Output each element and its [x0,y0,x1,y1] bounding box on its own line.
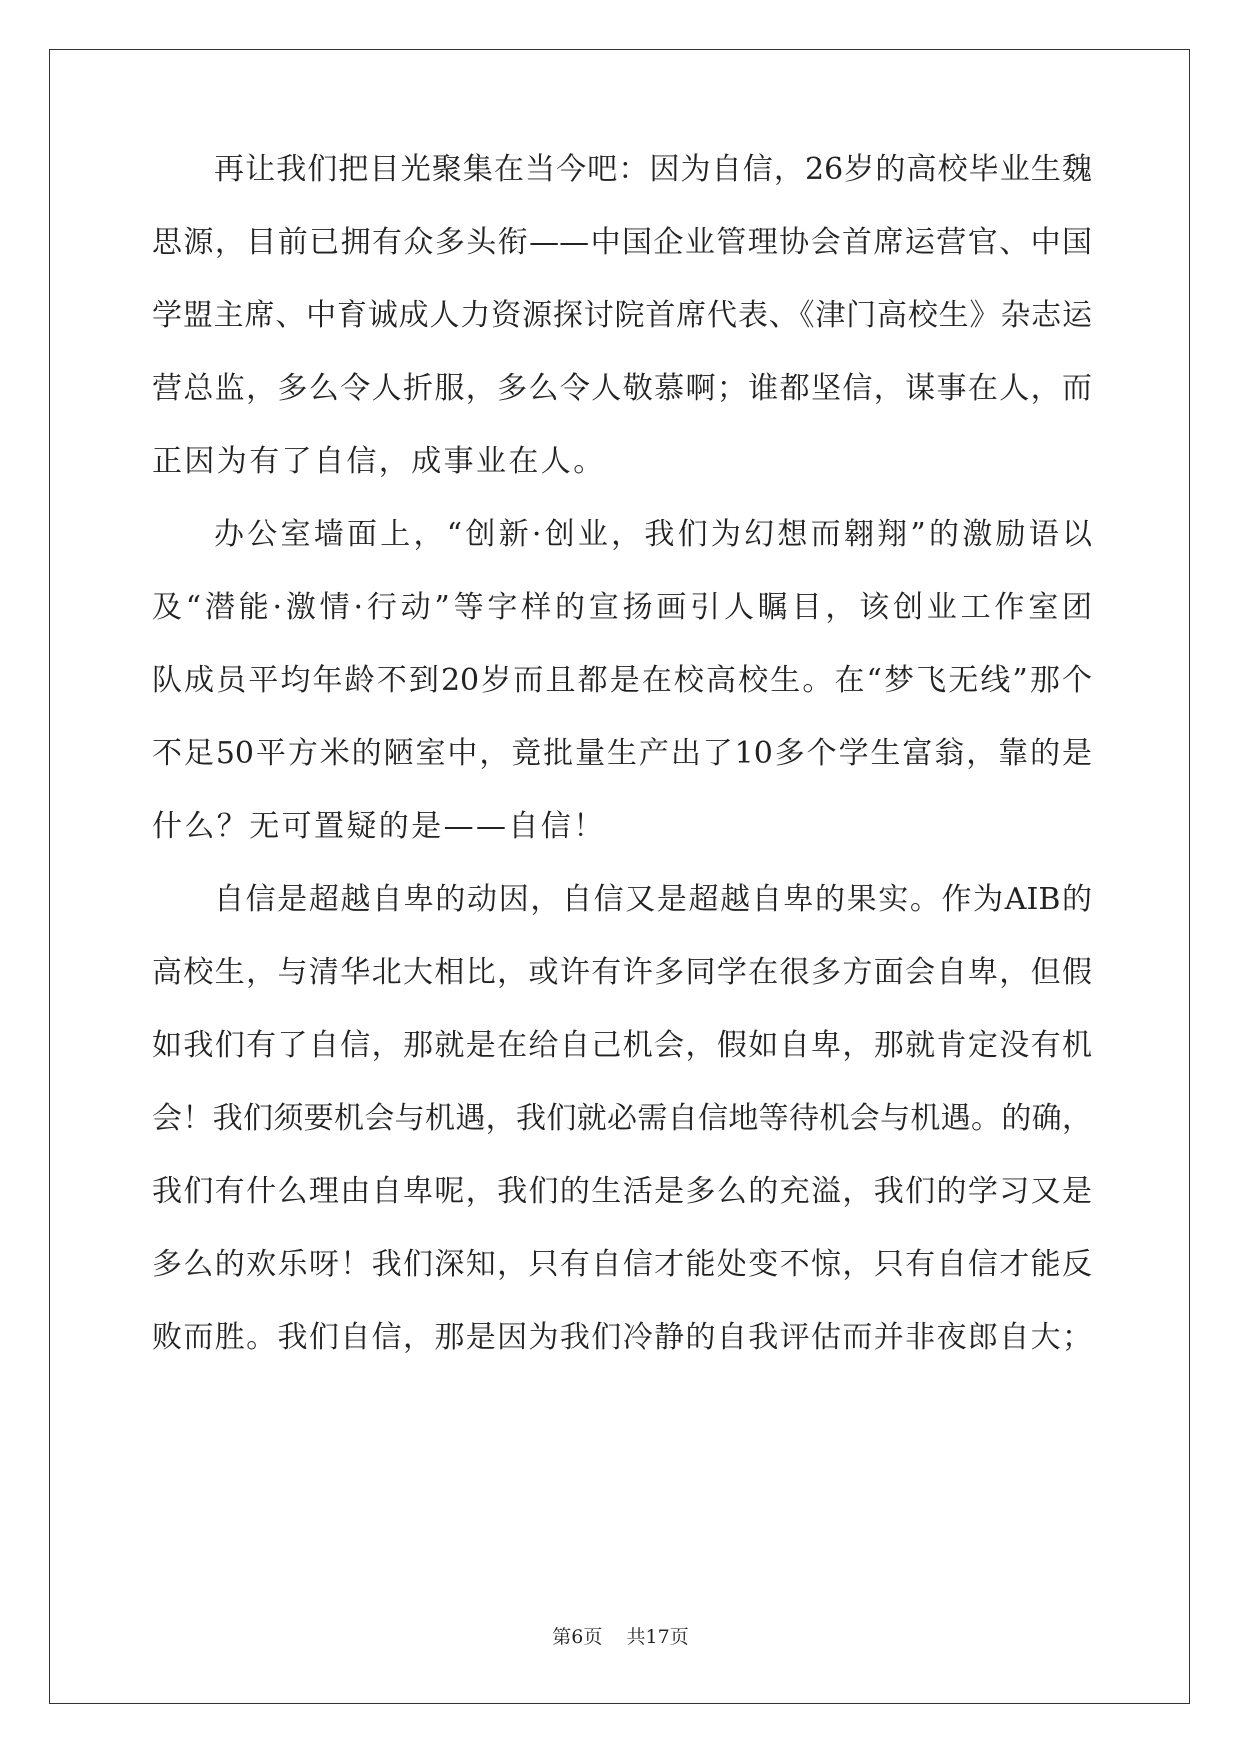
text-line: 办公室墙面上，“创新·创业，我们为幻想而翱翔”的激励语以 [214,517,1092,552]
text-line: 及“潜能·激情·行动”等字样的宣扬画引人瞩目，该创业工作室团 [152,590,1092,625]
text-line: 营总监，多么令人折服，多么令人敬慕啊；谁都坚信，谋事在人，而 [152,371,1092,406]
text-line: 什么？无可置疑的是——自信！ [152,809,606,844]
text-line: 会！我们须要机会与机遇，我们就必需自信地等待机会与机遇。的确， [152,1101,1092,1136]
page-number: 第6页 [552,1626,603,1648]
page-total: 共17页 [626,1626,689,1648]
text-line: 我们有什么理由自卑呢，我们的生活是多么的充溢，我们的学习又是 [152,1174,1092,1209]
text-line: 队成员平均年龄不到20岁而且都是在校高校生。在“梦飞无线”那个 [152,663,1092,698]
text-line: 高校生，与清华北大相比，或许有许多同学在很多方面会自卑，但假 [152,955,1092,990]
text-line: 多么的欢乐呀！我们深知，只有自信才能处变不惊，只有自信才能反 [152,1247,1092,1282]
text-line: 再让我们把目光聚集在当今吧：因为自信，26岁的高校毕业生魏 [214,152,1092,187]
text-line: 思源，目前已拥有众多头衔——中国企业管理协会首席运营官、中国 [152,225,1092,260]
text-line: 败而胜。我们自信，那是因为我们冷静的自我评估而并非夜郎自大； [152,1320,1092,1355]
page-footer [0,1622,1241,1649]
text-line: 如我们有了自信，那就是在给自己机会，假如自卑，那就肯定没有机 [152,1028,1092,1063]
text-line: 自信是超越自卑的动因，自信又是超越自卑的果实。作为AIB的 [214,882,1092,917]
text-line: 不足50平方米的陋室中，竟批量生产出了10多个学生富翁，靠的是 [152,736,1092,771]
text-line: 正因为有了自信，成事业在人。 [152,444,606,479]
text-line: 学盟主席、中育诚成人力资源探讨院首席代表、《津门高校生》杂志运 [152,298,1092,333]
